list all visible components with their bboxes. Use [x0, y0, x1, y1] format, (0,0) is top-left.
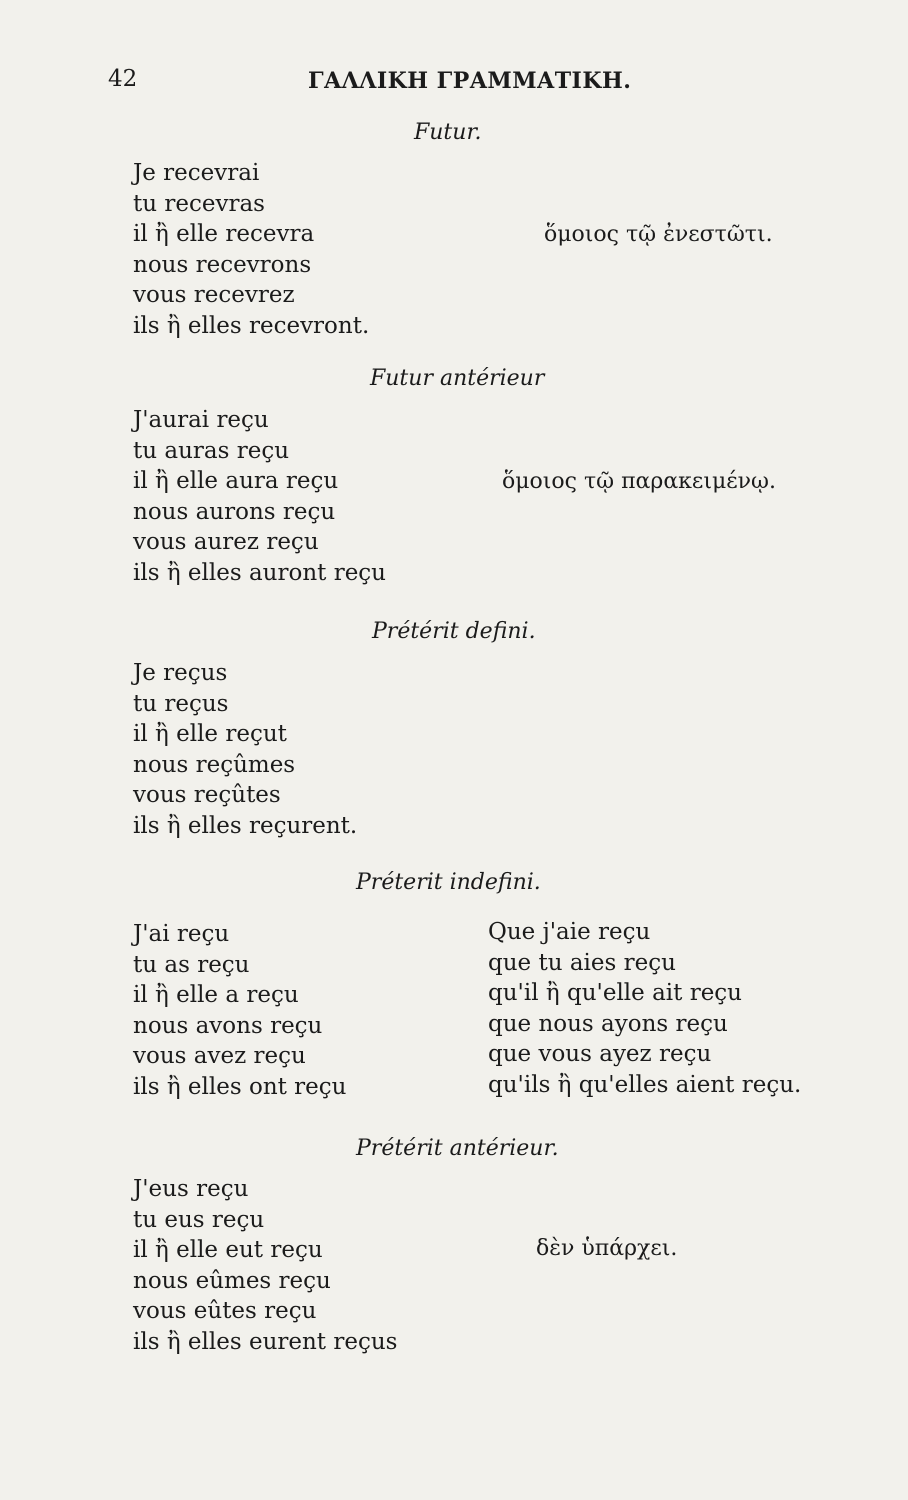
conjugation-line: il ἢ elle recevra — [133, 221, 315, 247]
conjugation-line: il ἢ elle aura reçu — [133, 468, 339, 494]
section-title-futur-anterieur: Futur antérieur — [370, 366, 545, 391]
conjugation-line: que tu aies reçu — [488, 949, 676, 976]
conjugation-line: il ἢ elle a reçu — [133, 982, 299, 1008]
conjugation-line: J'ai reçu — [133, 921, 230, 947]
conjugation-line: tu as reçu — [133, 951, 250, 978]
conjugation-futur-anterieur — [133, 405, 386, 588]
conjugation-line: il ἢ elle reçut — [133, 721, 287, 747]
conjugation-line: ils ἢ elles reçurent. — [133, 812, 358, 839]
conjugation-line: nous aurons reçu — [133, 498, 336, 525]
conjugation-line: J'aurai reçu — [133, 407, 269, 433]
conjugation-line: Je recevrai — [133, 160, 260, 186]
conjugation-line: ils ἢ elles eurent reçus — [133, 1328, 398, 1355]
conjugation-line: vous avez reçu — [133, 1043, 306, 1069]
conjugation-line: nous avons reçu — [133, 1012, 323, 1039]
section-title-futur: Futur. — [414, 120, 482, 145]
greek-note-futur: ὅμοιος τῷ ἐνεστῶτι. — [544, 222, 773, 247]
conjugation-line: nous eûmes reçu — [133, 1267, 331, 1294]
conjugation-line: vous eûtes reçu — [133, 1298, 317, 1324]
section-title-preterit-indefini: Préterit indefini. — [356, 870, 541, 895]
conjugation-line: ils ἢ elles ont reçu — [133, 1073, 347, 1100]
conjugation-line: vous aurez reçu — [133, 529, 319, 555]
section-title-preterit-anterieur: Prétérit antérieur. — [356, 1136, 559, 1161]
conjugation-line: qu'ils ἢ qu'elles aient reçu. — [488, 1071, 802, 1098]
conjugation-line: ils ἢ elles recevront. — [133, 312, 370, 339]
conjugation-futur — [133, 158, 369, 341]
running-title: ΓΑΛΛΙΚΗ ΓΡΑΜΜΑΤΙΚΗ. — [308, 68, 632, 94]
conjugation-line: Je reçus — [133, 660, 228, 686]
conjugation-line: tu recevras — [133, 190, 265, 217]
conjugation-line: J'eus reçu — [133, 1176, 249, 1202]
section-title-preterit-defini: Prétérit defini. — [372, 619, 536, 644]
greek-note-preterit-anterieur: δὲν ὑπάρχει. — [536, 1236, 678, 1261]
conjugation-line: Que j'aie reçu — [488, 919, 651, 945]
conjugation-line: que vous ayez reçu — [488, 1041, 712, 1067]
page-number: 42 — [108, 66, 138, 92]
conjugation-preterit-anterieur — [133, 1174, 397, 1357]
conjugation-line: qu'il ἢ qu'elle ait reçu — [488, 980, 742, 1006]
conjugation-line: nous recevrons — [133, 251, 312, 278]
conjugation-line: tu auras reçu — [133, 437, 290, 464]
conjugation-line: nous reçûmes — [133, 751, 296, 778]
conjugation-line: tu reçus — [133, 690, 229, 717]
conjugation-preterit-defini — [133, 658, 357, 841]
conjugation-preterit-indefini-subjunctive — [488, 917, 801, 1100]
conjugation-preterit-indefini-indicative — [133, 919, 346, 1102]
conjugation-line: vous recevrez — [133, 282, 295, 308]
greek-note-futur-anterieur: ὅμοιος τῷ παρακειμένῳ. — [502, 469, 776, 494]
conjugation-line: vous reçûtes — [133, 782, 281, 808]
conjugation-line: que nous ayons reçu — [488, 1010, 728, 1037]
conjugation-line: ils ἢ elles auront reçu — [133, 559, 386, 586]
conjugation-line: tu eus reçu — [133, 1206, 265, 1233]
conjugation-line: il ἢ elle eut reçu — [133, 1237, 323, 1263]
page-header — [0, 66, 908, 100]
